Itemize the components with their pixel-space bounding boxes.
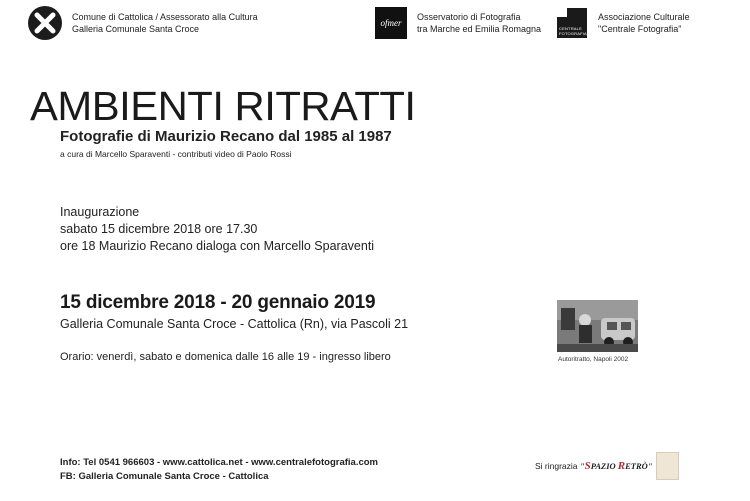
spazio-retro-logo [656, 452, 679, 480]
thanks-label: Si ringrazia [535, 461, 578, 471]
centrale-logo-text: CENTRALE FOTOGRAFIA [559, 26, 587, 36]
centrale-logo-notch [557, 8, 567, 17]
photo-image [557, 300, 638, 352]
wordmark-pazio: PAZIO [590, 461, 616, 471]
wordmark-s: S [584, 460, 591, 472]
opening-hours: Orario: venerdì, sabato e domenica dalle 16 alle 19 - ingresso libero [60, 351, 391, 363]
ofmer-logo [375, 7, 407, 39]
inauguration-block [60, 204, 374, 255]
centrale-logo [557, 8, 587, 38]
centrale-line1: Associazione Culturale [598, 12, 690, 22]
ofmer-logo-text: ofmer [380, 18, 402, 28]
cross-icon [28, 6, 62, 40]
centrale-heading [598, 11, 690, 35]
venue-address: Galleria Comunale Santa Croce - Cattolica (Rn), via Pascoli 21 [60, 317, 409, 331]
ofmer-line2: tra Marche ed Emilia Romagna [417, 24, 542, 34]
photo-caption: Autoritratto, Napoli 2002 [558, 356, 629, 363]
inauguration-heading: Inaugurazione [60, 205, 140, 219]
inauguration-talk: ore 18 Maurizio Recano dialoga con Marcello Sparaventi [60, 239, 375, 253]
exhibition-title: AMBIENTI RITRATTI [30, 83, 416, 129]
spazio-retro-wordmark: "SPAZIO RETRÒ" [579, 460, 653, 472]
footer-contacts [60, 456, 378, 484]
footer-facebook: FB: Galleria Comunale Santa Croce - Cattolica [60, 471, 269, 482]
inauguration-date: sabato 15 dicembre 2018 ore 17.30 [60, 222, 258, 236]
self-portrait-photo [557, 300, 638, 352]
wordmark-etro: ETRÒ [625, 461, 648, 471]
exhibition-subtitle: Fotografie di Maurizio Recano dal 1985 al 1987 [60, 128, 392, 145]
footer-info: Info: Tel 0541 966603 - www.cattolica.net - www.centralefotografia.com [60, 457, 378, 468]
ofmer-heading [417, 11, 541, 35]
comune-line1: Comune di Cattolica / Assessorato alla Cultura [72, 12, 258, 22]
centrale-line2: "Centrale Fotografia" [598, 24, 682, 34]
wordmark-r: R [617, 460, 626, 472]
curator-credits: a cura di Marcello Sparaventi - contributi video di Paolo Rossi [60, 149, 292, 159]
exhibition-dates: 15 dicembre 2018 - 20 gennaio 2019 [60, 292, 376, 313]
ofmer-line1: Osservatorio di Fotografia [417, 12, 521, 22]
comune-heading [72, 11, 258, 35]
sponsor-thanks [535, 460, 653, 472]
comune-logo [28, 6, 62, 40]
comune-line2: Galleria Comunale Santa Croce [72, 24, 200, 34]
